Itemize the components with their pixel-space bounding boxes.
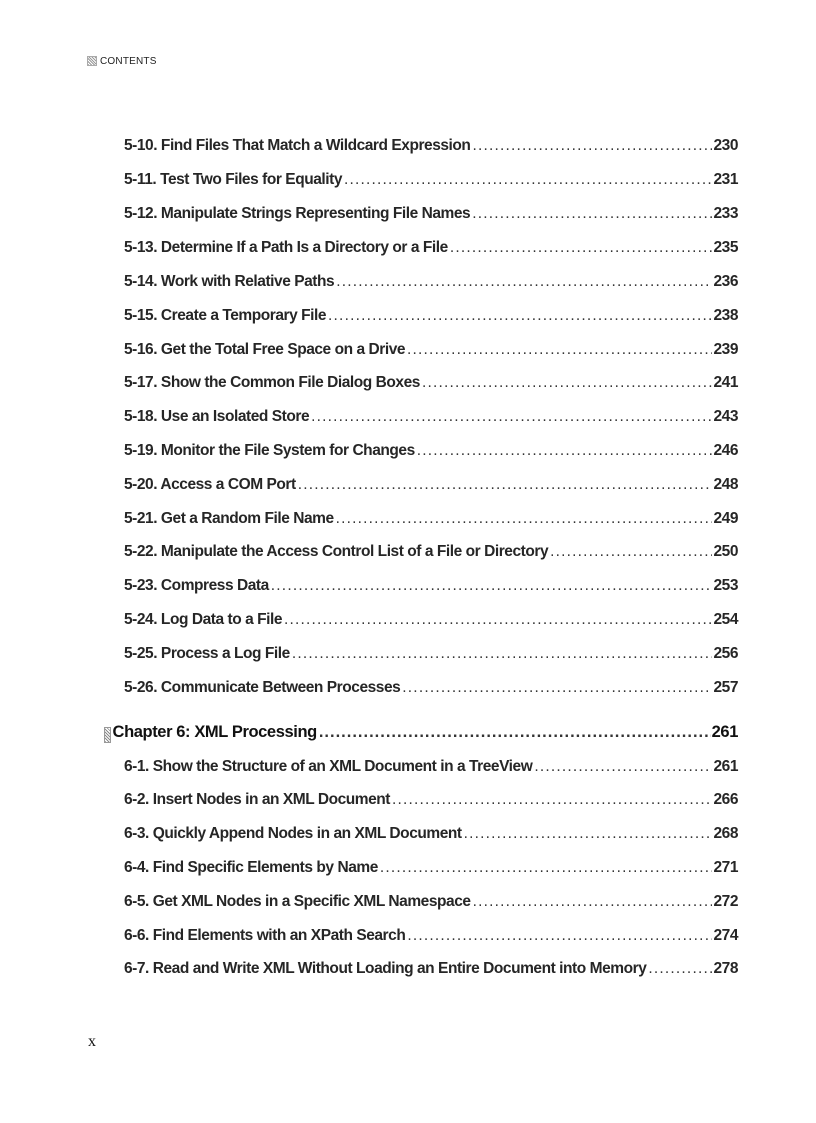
toc-entry-title: 5-21. Get a Random File Name [124,510,334,527]
toc-entry-title: 5-26. Communicate Between Processes [124,679,401,696]
toc-entry-title: 6-1. Show the Structure of an XML Document in a TreeView [124,758,533,775]
toc-entry-page: 246 [713,442,738,459]
toc-entry-page: 238 [713,307,738,324]
dot-leader [402,679,712,697]
toc-entry-page: 231 [713,171,738,188]
toc-entry[interactable] [124,679,738,703]
toc-entry[interactable] [124,893,738,917]
toc-entry-page: 272 [713,893,738,910]
toc-entry-page: 243 [713,408,738,425]
toc-entry-title: 5-18. Use an Isolated Store [124,408,310,425]
toc-entry-title: 5-20. Access a COM Port [124,476,296,493]
toc-entry[interactable] [124,137,738,161]
toc-entry[interactable] [124,825,738,849]
toc-entry[interactable] [124,510,738,534]
toc-entry-page: 241 [713,374,738,391]
toc-entry-title: 6-2. Insert Nodes in an XML Document [124,791,391,808]
dot-leader [380,859,713,877]
page-number: x [88,1033,96,1050]
toc-entry-title: 6-6. Find Elements with an XPath Search [124,927,406,944]
toc-entry[interactable] [124,239,738,263]
toc-entry-title: 6-4. Find Specific Elements by Name [124,859,378,876]
toc-entry[interactable] [124,791,738,815]
dot-leader [392,791,712,809]
toc-entry-title: 6-3. Quickly Append Nodes in an XML Document [124,825,462,842]
dot-leader [473,893,713,911]
toc-entry-page: 266 [713,791,738,808]
dot-leader [407,341,712,359]
toc-entry[interactable] [124,408,738,432]
toc-chapter-page: 261 [711,723,738,741]
toc-entry-title: 5-15. Create a Temporary File [124,307,327,324]
toc-entry-page: 235 [713,239,738,256]
dot-leader [298,476,713,494]
chapter-marker-icon [104,727,111,743]
toc-entry[interactable] [124,273,738,297]
toc-chapter-title: Chapter 6: XML Processing [112,723,317,741]
toc-entry-page: 230 [713,137,738,154]
toc-entry[interactable] [124,442,738,466]
dot-leader [336,273,712,291]
dot-leader [336,510,713,528]
toc-entry-page: 233 [713,205,738,222]
dot-leader [648,960,712,978]
toc-entry-title: 5-12. Manipulate Strings Representing File Names [124,205,471,222]
toc-entry-title: 5-19. Monitor the File System for Changes [124,442,415,459]
toc-entry-page: 257 [713,679,738,696]
dot-leader [472,205,712,223]
toc-entry[interactable] [124,476,738,500]
toc-entry-page: 250 [713,543,738,560]
dot-leader [417,442,713,460]
toc-entry-title: 5-14. Work with Relative Paths [124,273,335,290]
toc-entry[interactable] [124,205,738,229]
toc-entry-page: 254 [713,611,738,628]
toc-entry-title: 5-23. Compress Data [124,577,269,594]
dot-leader [464,825,713,843]
toc-entry-title: 5-17. Show the Common File Dialog Boxes [124,374,420,391]
toc-entry-page: 239 [713,341,738,358]
toc-entry-title: 5-16. Get the Total Free Space on a Drive [124,341,406,358]
toc-entry-page: 268 [713,825,738,842]
toc-entry-page: 249 [713,510,738,527]
toc-entry-page: 256 [713,645,738,662]
toc-entry[interactable] [124,543,738,567]
toc-entry[interactable] [124,758,738,782]
toc-entry[interactable] [124,374,738,398]
dot-leader [284,611,712,629]
toc-chapter-heading[interactable] [104,723,738,747]
dot-leader [344,171,712,189]
toc-entry-title: 5-10. Find Files That Match a Wildcard Expression [124,137,471,154]
toc-entry[interactable] [124,960,738,984]
toc-entry-title: 5-25. Process a Log File [124,645,290,662]
toc-entry[interactable] [124,611,738,635]
toc-entry[interactable] [124,307,738,331]
toc-entry-page: 253 [713,577,738,594]
toc-entry[interactable] [124,577,738,601]
toc-entry-title: 5-13. Determine If a Path Is a Directory or a File [124,239,448,256]
toc-entry-title: 5-22. Manipulate the Access Control List of a File or Directory [124,543,549,560]
toc-entry-title: 6-7. Read and Write XML Without Loading an Entire Document into Memory [124,960,647,977]
toc-entry[interactable] [124,927,738,951]
toc-entry-page: 274 [713,927,738,944]
toc-entry-page: 261 [713,758,738,775]
dot-leader [450,239,713,257]
toc-entry[interactable] [124,645,738,669]
toc-entry-page: 278 [713,960,738,977]
toc-entry[interactable] [124,341,738,365]
dot-leader [550,543,712,561]
dot-leader [534,758,712,776]
toc-entry-title: 6-5. Get XML Nodes in a Specific XML Namespace [124,893,471,910]
dot-leader [407,927,712,945]
toc-entry[interactable] [124,859,738,883]
toc-entry[interactable] [124,171,738,195]
toc-entry-title: 5-24. Log Data to a File [124,611,283,628]
running-header-label: CONTENTS [100,55,157,67]
dot-leader [422,374,713,392]
toc-entry-title: 5-11. Test Two Files for Equality [124,171,342,188]
dot-leader [292,645,713,663]
dot-leader [328,307,712,325]
dot-leader [271,577,713,595]
dot-leader [311,408,712,426]
dot-leader [319,723,711,742]
dot-leader [472,137,712,155]
toc-entry-page: 271 [713,859,738,876]
toc-entry-page: 236 [713,273,738,290]
toc-entry-page: 248 [713,476,738,493]
